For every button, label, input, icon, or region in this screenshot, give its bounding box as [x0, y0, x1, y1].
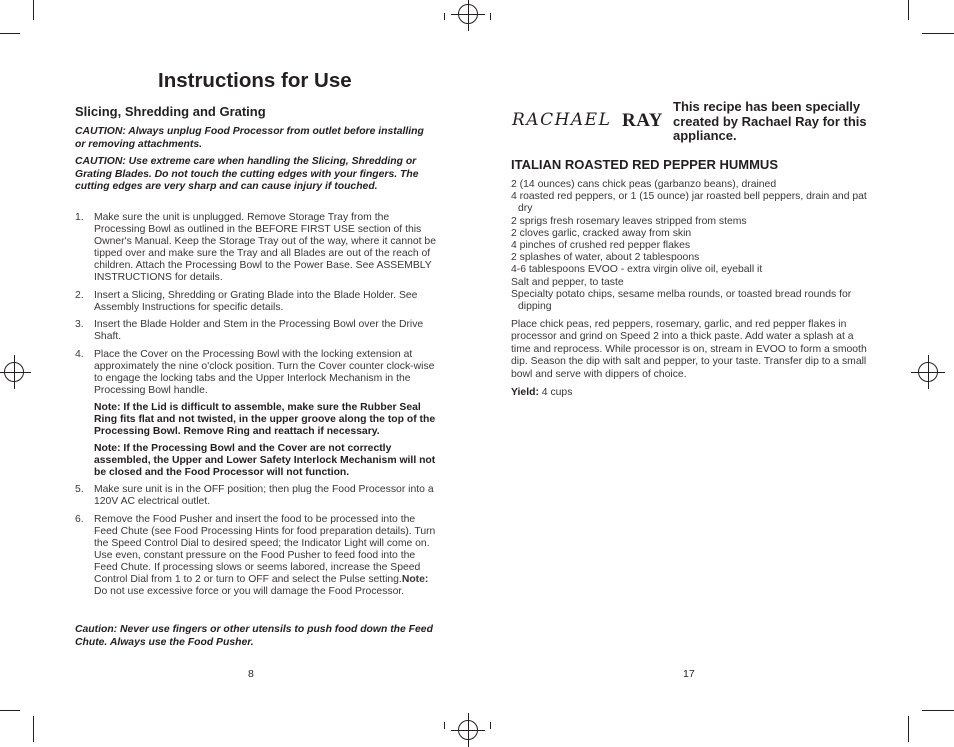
yield-label: Yield:	[511, 387, 539, 398]
crop-mark	[908, 0, 909, 20]
note-interlock: Note: If the Processing Bowl and the Cover are not correctly assembled, the Upper and Lower Safety Interlock Mechanism will not be closed and the Food Processor will not function.	[94, 443, 436, 478]
ingredient-item: 2 cloves garlic, cracked away from skin	[511, 227, 692, 239]
ingredient-item: 2 splashes of water, about 2 tablespoons	[511, 252, 700, 264]
step-number: 1.	[75, 212, 84, 223]
crop-mark	[33, 716, 34, 742]
step-text: Place the Cover on the Processing Bowl with the locking extension at approximately the nine o'clock position. Turn the Cover counter clock-wise to engage the locking tabs and the Upper Interlock Mechanism in the Processing Bowl handle.	[94, 348, 435, 396]
section-heading: Slicing, Shredding and Grating	[75, 104, 266, 119]
ingredient-item: 4 roasted red peppers, or 1 (15 ounce) jar roasted bell peppers, drain and pat dry	[511, 191, 867, 215]
caution-fingers: Caution: Never use fingers or other utensils to push food down the Feed Chute. Always use the Food Pusher.	[75, 624, 433, 648]
crop-mark	[922, 33, 954, 34]
crop-mark	[490, 13, 491, 20]
note-rubber-seal: Note: If the Lid is difficult to assemble, make sure the Rubber Seal Ring fits flat and not twisted, in the upper groove along the top of the Processing Bowl. Remove Ring and reattach if necessary.	[94, 402, 436, 437]
ingredient-item: 4-6 tablespoons EVOO - extra virgin olive oil, eyeball it	[511, 264, 763, 276]
registration-mark-icon	[458, 4, 478, 24]
ingredient-item: 2 sprigs fresh rosemary leaves stripped from stems	[511, 215, 747, 227]
crop-mark	[0, 710, 20, 711]
registration-mark-icon	[458, 720, 478, 740]
registration-mark-icon	[918, 362, 938, 382]
logo-script-text: RACHAEL	[512, 110, 612, 130]
step-item	[75, 319, 437, 343]
step-note-text: Do not use excessive force or you will damage the Food Processor.	[94, 585, 405, 597]
step-text: Insert a Slicing, Shredding or Grating Blade into the Blade Holder. See Assembly Instructions for specific details.	[94, 289, 418, 313]
step-number: 5.	[75, 484, 84, 495]
logo-bold-text: RAY	[622, 110, 663, 131]
step-text: Insert the Blade Holder and Stem in the Processing Bowl over the Drive Shaft.	[94, 319, 424, 342]
ingredient-item: 2 (14 ounces) cans chick peas (garbanzo beans), drained	[511, 179, 777, 190]
caution-blades: CAUTION: Use extreme care when handling the Slicing, Shredding or Grating Blades. Do not touch the cutting edges with your fingers. The cutting edges are very sharp and can cause injury if touched.	[75, 156, 419, 192]
step-text: Make sure unit is in the OFF position; then plug the Food Processor into a 120V AC electrical outlet.	[94, 484, 434, 507]
page-number-left: 8	[248, 668, 254, 680]
step-number: 4.	[75, 348, 84, 360]
step-number: 2.	[75, 289, 84, 301]
crop-mark	[490, 722, 491, 729]
step-number: 6.	[75, 513, 84, 525]
step-item	[75, 484, 437, 508]
crop-mark	[908, 716, 909, 742]
ingredient-item: Salt and pepper, to taste	[511, 276, 624, 288]
step-number: 3.	[75, 319, 84, 330]
crop-mark	[444, 722, 445, 729]
step-item	[75, 212, 437, 284]
registration-mark-icon	[4, 362, 24, 382]
page-title: Instructions for Use	[158, 69, 352, 92]
step-text: Remove the Food Pusher and insert the food to be processed into the Feed Chute (see Food Processing Hints for food preparation details). Turn the Speed Control Dial to desired speed; the Indicator Light will come on. Use even, constant pressure on the Food Pusher to feed food into the Feed Chute. If processing slows or seems labored, increase the Speed Control Dial from 1 to 2 or turn to OFF and select the Pulse setting.	[94, 513, 436, 585]
crop-mark	[33, 0, 34, 20]
recipe-note: This recipe has been specially created by Rachael Ray for this appliance.	[673, 99, 867, 143]
step-note-label: Note:	[401, 573, 429, 585]
step-item	[75, 349, 437, 397]
instruction-steps	[75, 212, 437, 603]
ingredient-item: Specialty potato chips, sesame melba rounds, or toasted bread rounds for dipping	[511, 288, 852, 313]
yield-value: 4 cups	[538, 387, 573, 398]
rachael-ray-logo	[512, 110, 663, 135]
crop-mark	[0, 33, 20, 34]
ingredient-item: 4 pinches of crushed red pepper flakes	[511, 240, 691, 252]
recipe-yield	[511, 387, 572, 398]
step-item	[75, 290, 437, 314]
crop-mark	[922, 710, 954, 711]
crop-mark	[444, 13, 445, 20]
step-text: Make sure the unit is unplugged. Remove Storage Tray from the Processing Bowl as outlined in the BEFORE FIRST USE section of this Owner's Manual. Keep the Storage Tray out of the way, where it cannot be tipped over and make sure the Tray and all Blades are out of the reach of children. Attach the Processing Bowl to the Power Base. See ASSEMBLY INSTRUCTIONS for details.	[94, 212, 436, 283]
recipe-method: Place chick peas, red peppers, rosemary, garlic, and red pepper flakes in processor and grind on Speed 2 into a thick paste. Add water a splash at a time and reprocess. While processor is on, stream in EVOO to form a smooth dip. Season the dip with salt and pepper, to your taste. Transfer dip to a small bowl and serve with dippers of choice.	[511, 319, 867, 380]
caution-unplug: CAUTION: Always unplug Food Processor from outlet before installing or removing attachments.	[75, 126, 424, 150]
page-number-right: 17	[683, 668, 695, 680]
recipe-title: ITALIAN ROASTED RED PEPPER HUMMUS	[511, 157, 778, 172]
step-item	[75, 514, 437, 598]
ingredient-list	[511, 179, 871, 313]
